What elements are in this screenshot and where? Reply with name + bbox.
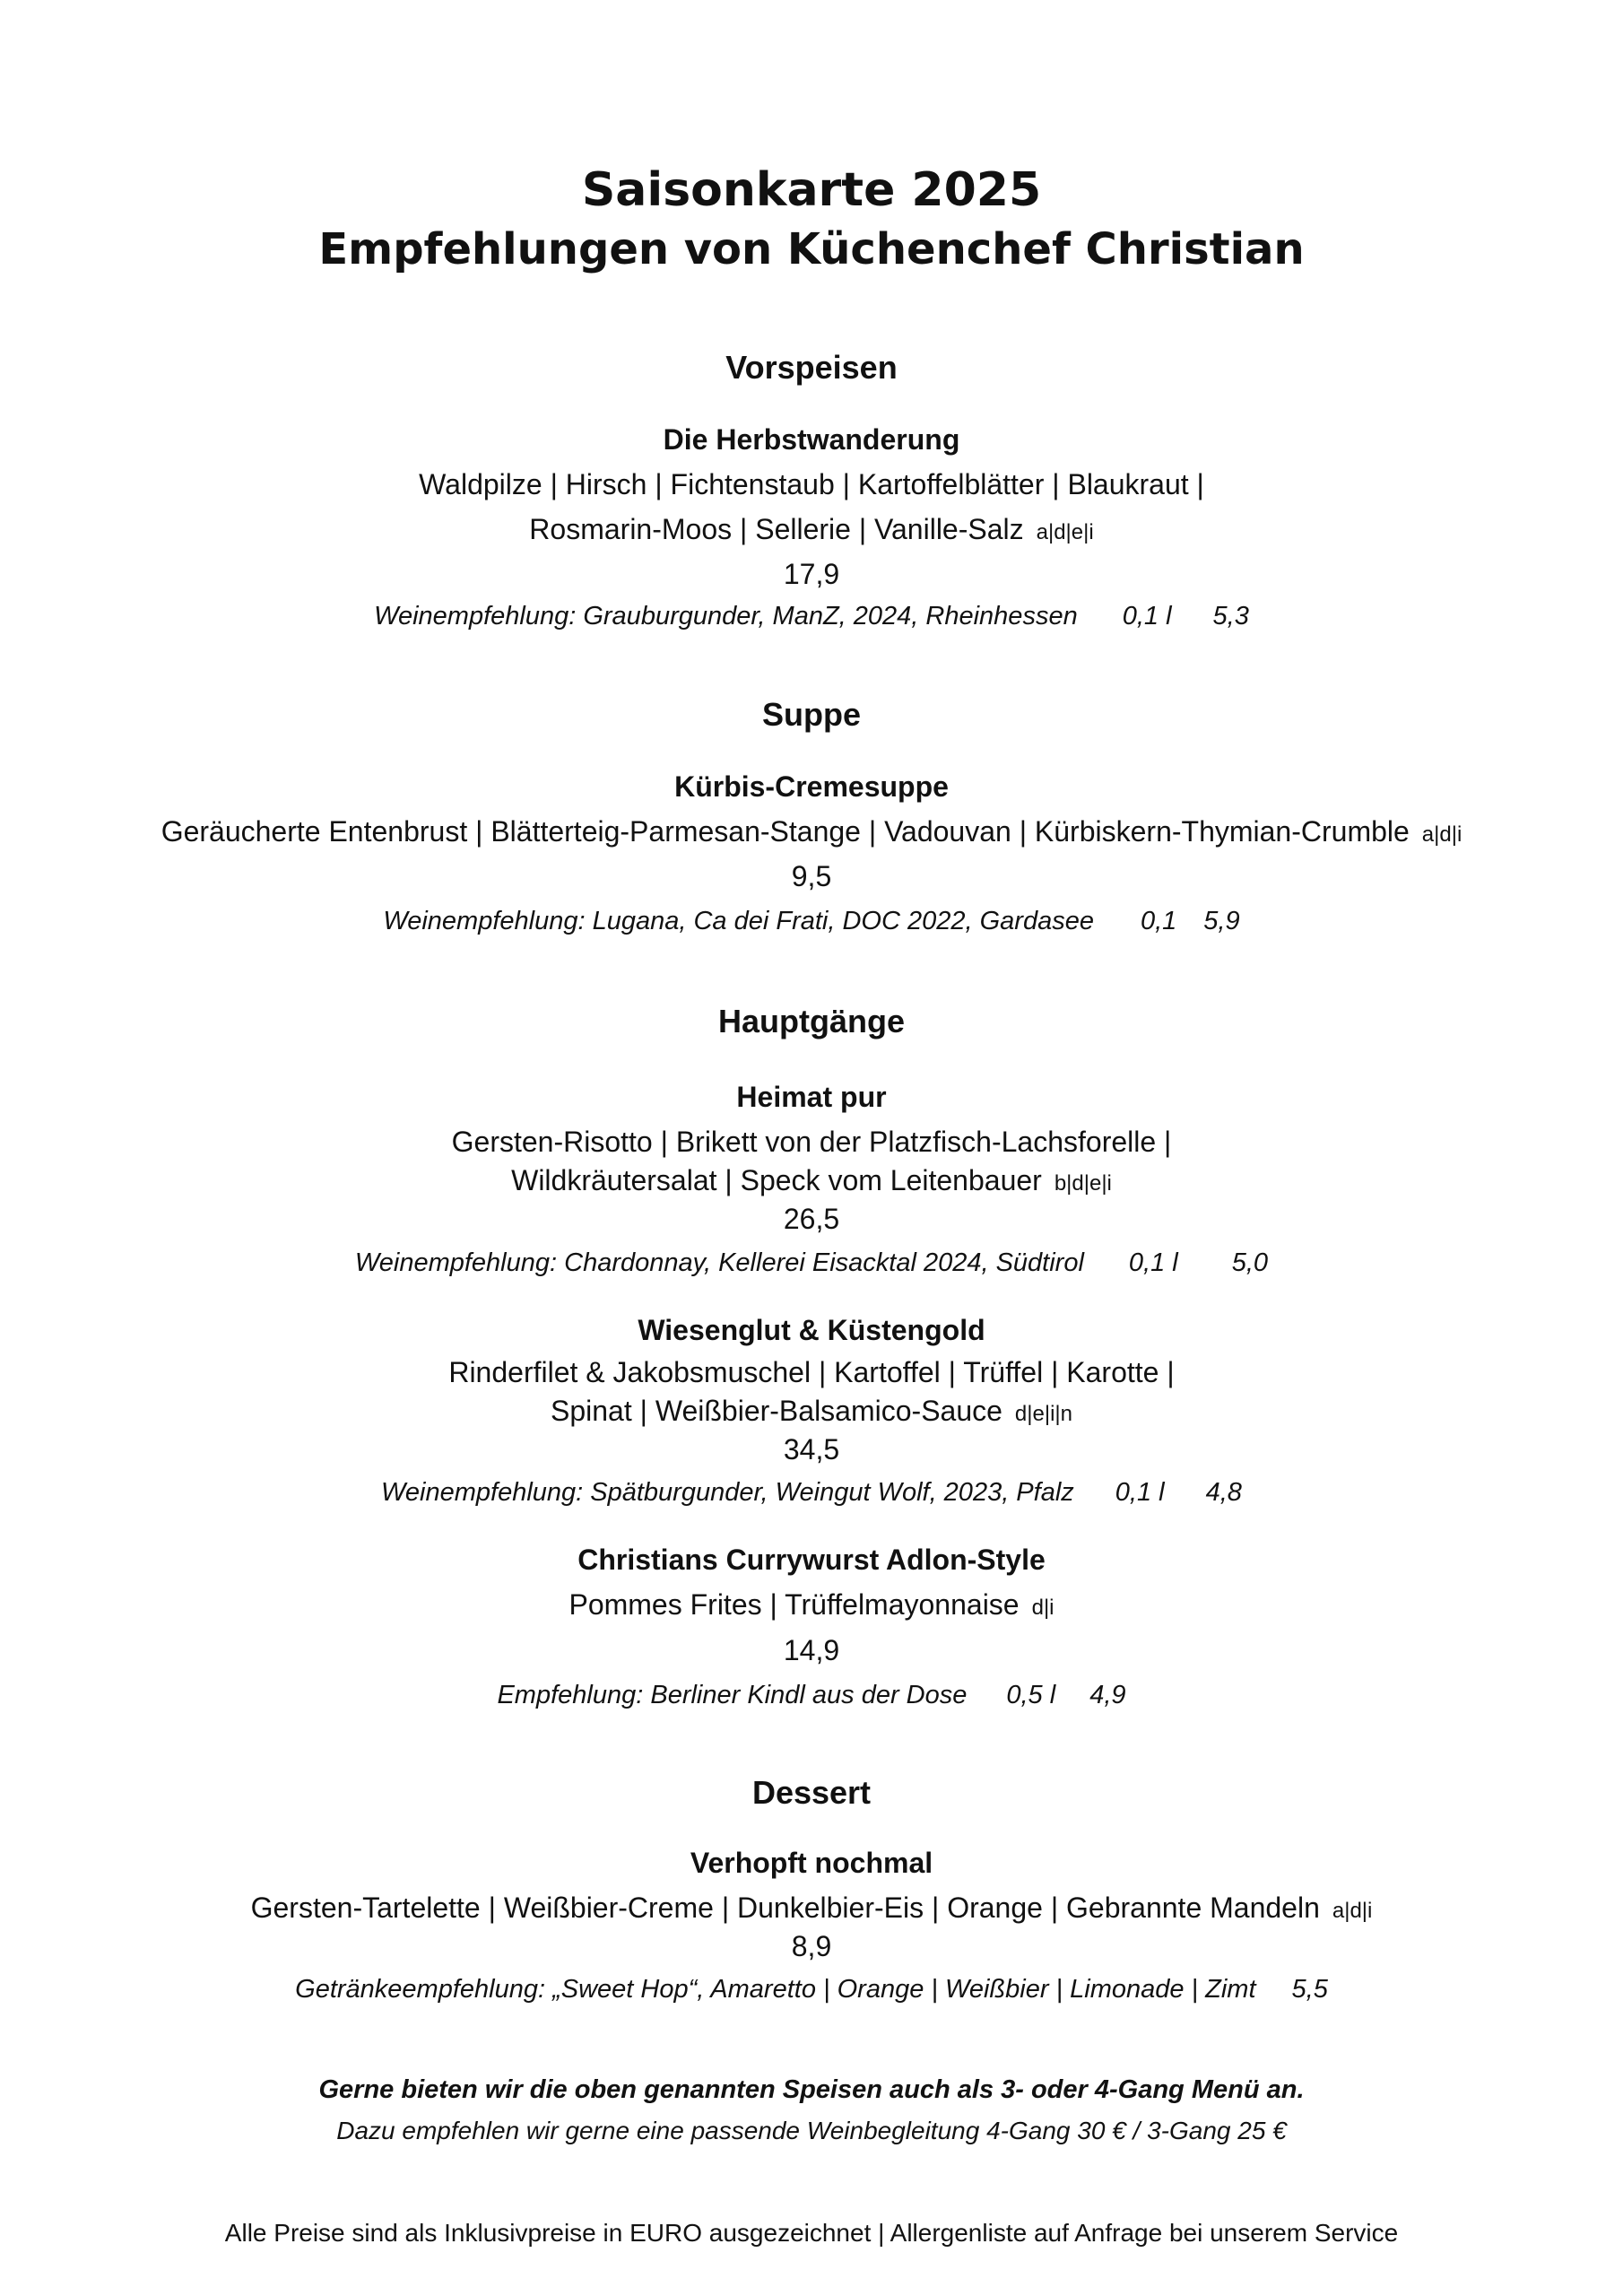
beverage-recommendation-text: Empfehlung: Berliner Kindl aus der Dose	[497, 1681, 968, 1709]
wine-recommendation	[0, 904, 1623, 938]
dish-name: Kürbis-Cremesuppe	[674, 770, 949, 803]
wine-pairing-note: Dazu empfehlen wir gerne eine passende Weinbegleitung 4-Gang 30 € / 3-Gang 25 €	[336, 2117, 1287, 2144]
beverage-price: 5,5	[1291, 1975, 1328, 2004]
dish-price: 9,5	[791, 860, 832, 892]
dish-name: Die Herbstwanderung	[663, 423, 960, 456]
wine-recommendation-text: Weinempfehlung: Chardonnay, Kellerei Eisacktal 2024, Südtirol	[354, 1248, 1084, 1277]
dish-description-text: Spinat | Weißbier-Balsamico-Sauce	[551, 1395, 1002, 1427]
beverage-recommendation-text: Getränkeempfehlung: „Sweet Hop“, Amaretto | Orange | Weißbier | Limonade | Zimt	[295, 1975, 1256, 2004]
dish-description-line: Rinderfilet & Jakobsmuschel | Kartoffel | Trüffel | Karotte |	[448, 1356, 1175, 1388]
wine-price: 5,0	[1231, 1248, 1269, 1277]
allergen-codes: b|d|e|i	[1054, 1171, 1112, 1196]
wine-price: 5,9	[1203, 907, 1240, 935]
allergen-codes: a|d|i	[1421, 822, 1462, 847]
allergen-codes: a|d|i	[1332, 1899, 1373, 1923]
dish-description-line: Waldpilze | Hirsch | Fichtenstaub | Kartoffelblätter | Blaukraut |	[419, 468, 1204, 500]
dish-description-line	[0, 1162, 1623, 1202]
wine-price: 4,8	[1205, 1478, 1242, 1507]
dish-description-line	[0, 1393, 1623, 1432]
page-title: Saisonkarte 2025	[581, 163, 1042, 217]
section-heading-hauptgaenge: Hauptgänge	[717, 1003, 905, 1039]
dish-price: 8,9	[791, 1930, 832, 1962]
dish-price: 14,9	[783, 1634, 840, 1666]
dish-name: Christians Currywurst Adlon-Style	[577, 1544, 1046, 1576]
dish-price: 34,5	[783, 1433, 840, 1465]
dish-description-text: Pommes Frites | Trüffelmayonnaise	[568, 1588, 1020, 1621]
dish-description-line: Gersten-Risotto | Brikett von der Platzfisch-Lachsforelle |	[451, 1126, 1172, 1158]
dish-description-line	[0, 1890, 1623, 1929]
dish-name: Verhopft nochmal	[690, 1847, 933, 1879]
beverage-recommendation	[0, 1972, 1623, 2006]
allergen-codes: d|i	[1031, 1596, 1055, 1620]
dish-name: Heimat pur	[736, 1081, 887, 1113]
section-heading-suppe: Suppe	[761, 696, 861, 733]
wine-quantity: 0,1	[1140, 907, 1177, 935]
page-subtitle: Empfehlungen von Küchenchef Christian	[318, 224, 1305, 274]
section-heading-vorspeisen: Vorspeisen	[725, 349, 898, 386]
price-footer: Alle Preise sind als Inklusivpreise in EURO ausgezeichnet | Allergenliste auf Anfrage bei unserem Service	[224, 2219, 1399, 2247]
wine-recommendation-text: Weinempfehlung: Lugana, Ca dei Frati, DOC 2022, Gardasee	[383, 907, 1094, 935]
beverage-price: 4,9	[1089, 1681, 1126, 1709]
menu-header	[0, 161, 1623, 278]
allergen-codes: d|e|i|n	[1014, 1402, 1072, 1426]
wine-quantity: 0,1 l	[1115, 1478, 1165, 1507]
menu-offer-note: Gerne bieten wir die oben genannten Speisen auch als 3- oder 4-Gang Menü an.	[318, 2075, 1305, 2104]
section-heading-dessert: Dessert	[751, 1774, 872, 1811]
wine-recommendation	[0, 1246, 1623, 1280]
wine-price: 5,3	[1212, 602, 1249, 631]
wine-quantity: 0,1 l	[1128, 1248, 1178, 1277]
wine-recommendation	[0, 1475, 1623, 1509]
dish-description-line	[0, 511, 1623, 551]
dish-name: Wiesenglut & Küstengold	[638, 1314, 985, 1346]
beverage-quantity: 0,5 l	[1006, 1681, 1056, 1709]
dish-description-text: Geräucherte Entenbrust | Blätterteig-Parmesan-Stange | Vadouvan | Kürbiskern-Thymian-Crumble	[161, 815, 1410, 848]
dish-price: 17,9	[783, 558, 840, 590]
wine-recommendation-text: Weinempfehlung: Grauburgunder, ManZ, 2024, Rheinhessen	[374, 602, 1078, 631]
dish-price: 26,5	[783, 1203, 840, 1235]
allergen-codes: a|d|e|i	[1036, 520, 1094, 544]
dish-description-line	[0, 1587, 1623, 1626]
wine-recommendation-text: Weinempfehlung: Spätburgunder, Weingut Wolf, 2023, Pfalz	[381, 1478, 1074, 1507]
beverage-recommendation	[0, 1678, 1623, 1712]
dish-description-text: Gersten-Tartelette | Weißbier-Creme | Dunkelbier-Eis | Orange | Gebrannte Mandeln	[250, 1892, 1320, 1924]
wine-quantity: 0,1 l	[1122, 602, 1172, 631]
wine-recommendation	[0, 599, 1623, 633]
dish-description-text: Wildkräutersalat | Speck vom Leitenbauer	[511, 1164, 1042, 1196]
dish-description-text: Rosmarin-Moos | Sellerie | Vanille-Salz	[529, 513, 1024, 545]
dish-description-line	[0, 813, 1623, 853]
